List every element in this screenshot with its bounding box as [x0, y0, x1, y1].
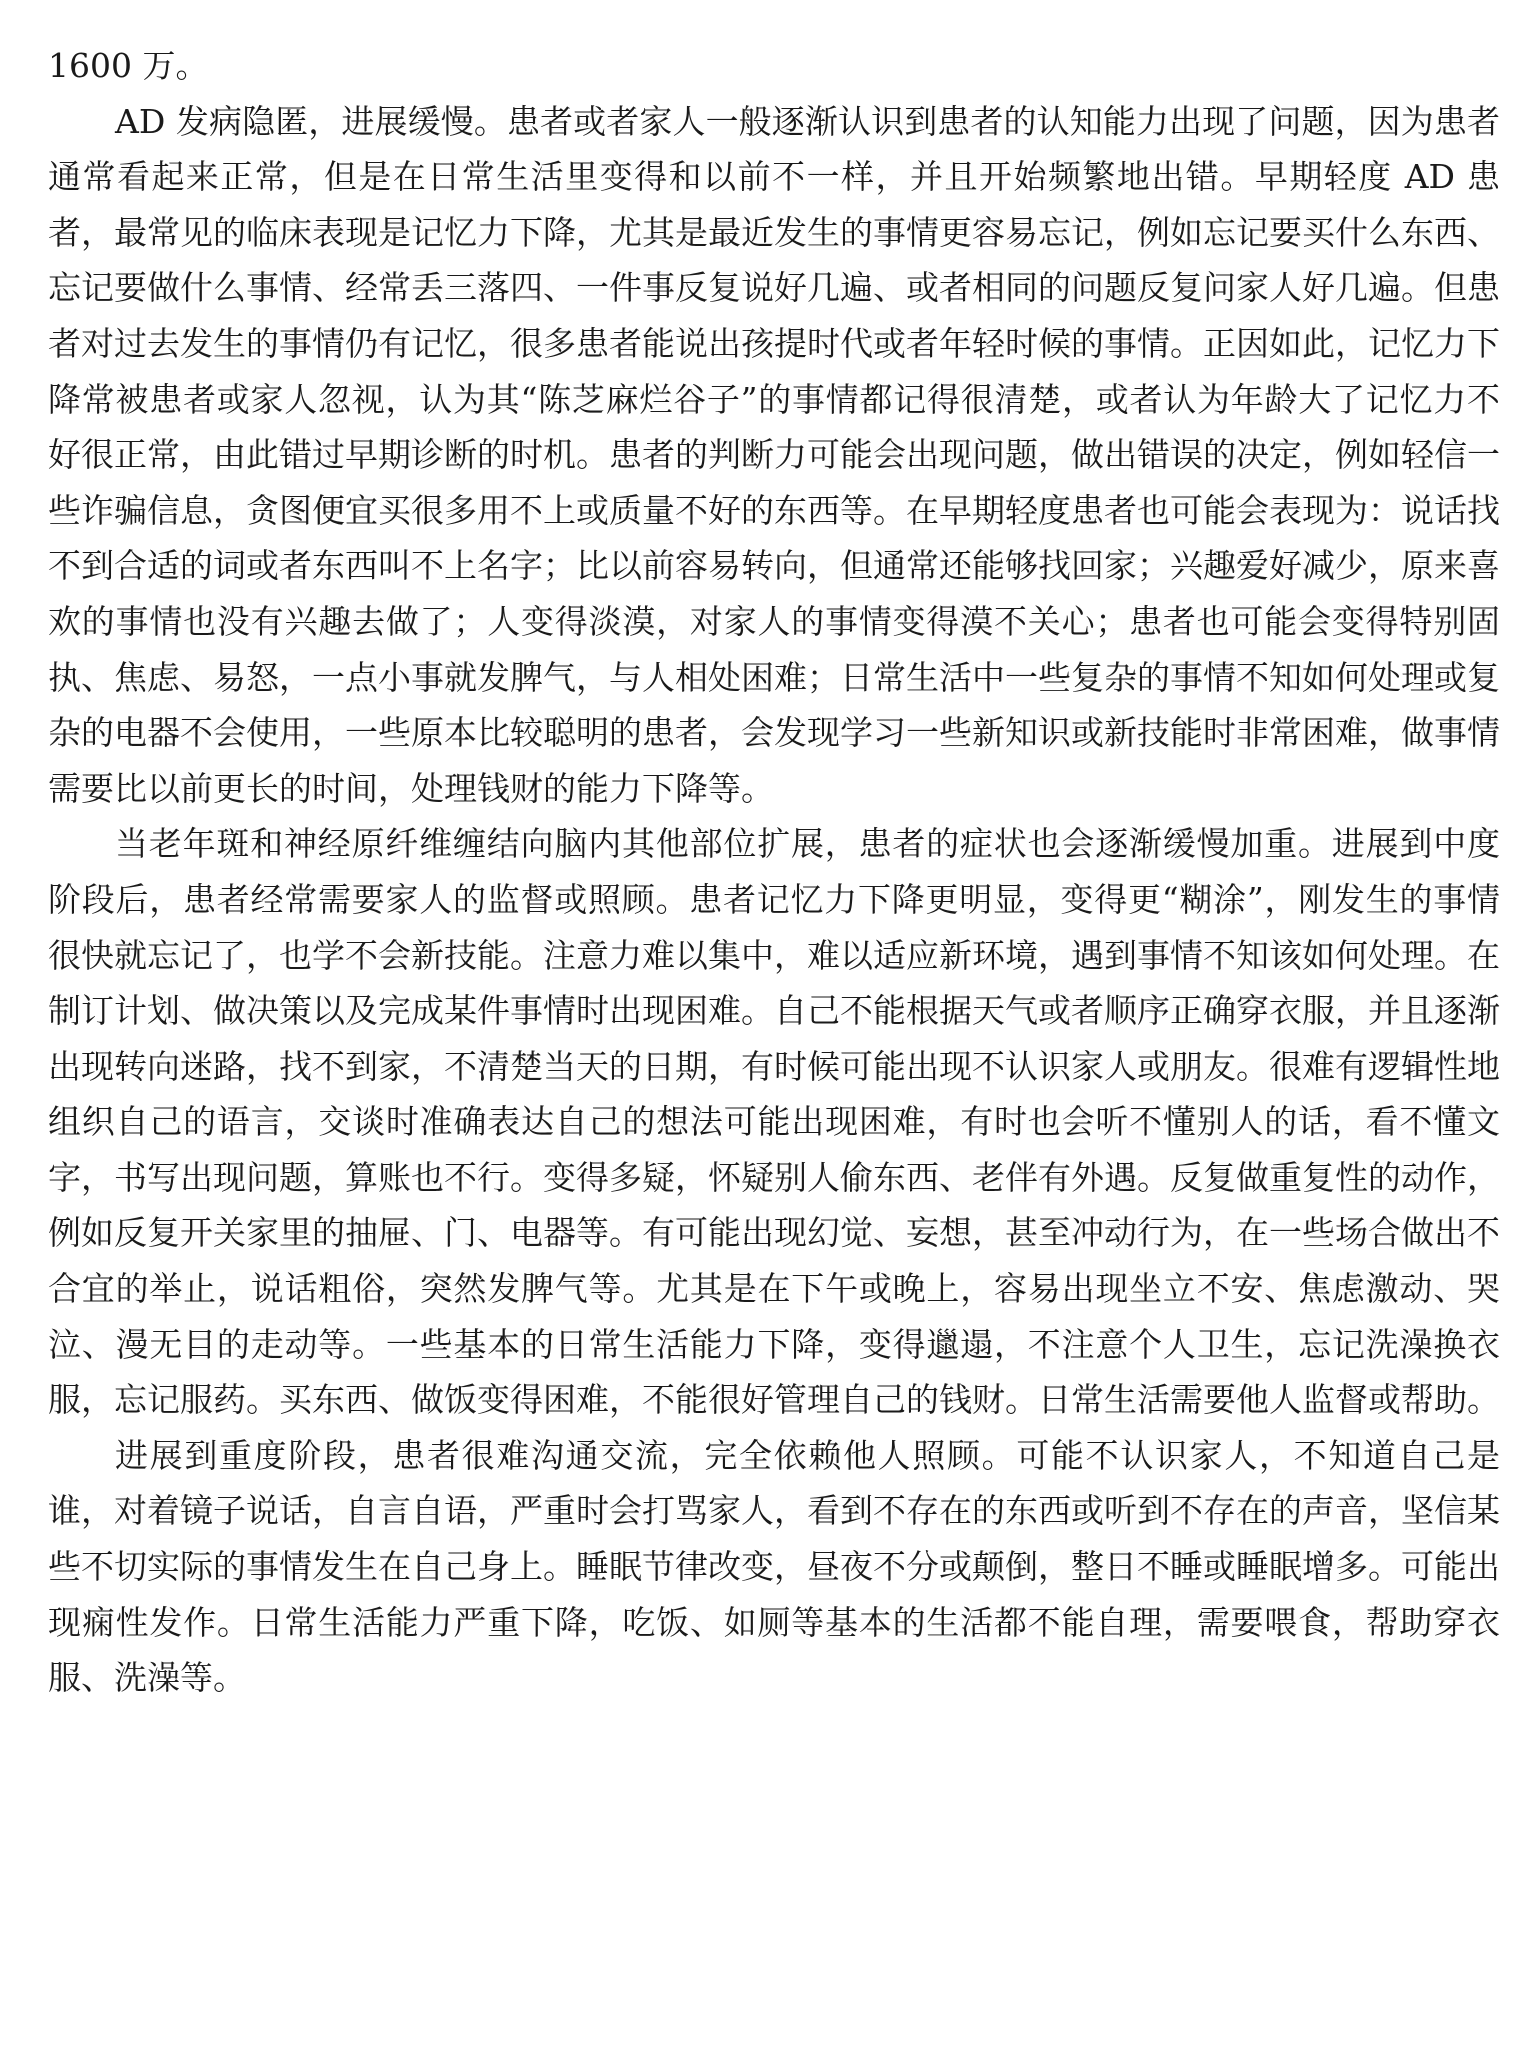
paragraph-severe-stage: 进展到重度阶段，患者很难沟通交流，完全依赖他人照顾。可能不认识家人，不知道自己是谁，对着镜子说话，自言自语，严重时会打骂家人，看到不存在的东西或听到不存在的声音，坚信某些不切实际的事情发生在自己身上。睡眠节律改变，昼夜不分或颠倒，整日不睡或睡眠增多。可能出现痫性发作。日常生活能力严重下降，吃饭、如厕等基本的生活都不能自理，需要喂食，帮助穿衣服、洗澡等。: [48, 1435, 1500, 1698]
paragraph-continuation: 1600 万。: [48, 46, 209, 85]
document-page: [48, 38, 1500, 1706]
paragraph-moderate-stage: 当老年斑和神经原纤维缠结向脑内其他部位扩展，患者的症状也会逐渐缓慢加重。进展到中度阶段后，患者经常需要家人的监督或照顾。患者记忆力下降更明显，变得更“糊涂”，刚发生的事情很快就忘记了，也学不会新技能。注意力难以集中，难以适应新环境，遇到事情不知该如何处理。在制订计划、做决策以及完成某件事情时出现困难。自己不能根据天气或者顺序正确穿衣服，并且逐渐出现转向迷路，找不到家，不清楚当天的日期，有时候可能出现不认识家人或朋友。很难有逻辑性地组织自己的语言，交谈时准确表达自己的想法可能出现困难，有时也会听不懂别人的话，看不懂文字，书写出现问题，算账也不行。变得多疑，怀疑别人偷东西、老伴有外遇。反复做重复性的动作，例如反复开关家里的抽屉、门、电器等。有可能出现幻觉、妄想，甚至冲动行为，在一些场合做出不合宜的举止，说话粗俗，突然发脾气等。尤其是在下午或晚上，容易出现坐立不安、焦虑激动、哭泣、漫无目的走动等。一些基本的日常生活能力下降，变得邋遢，不注意个人卫生，忘记洗澡换衣服，忘记服药。买东西、做饭变得困难，不能很好管理自己的钱财。日常生活需要他人监督或帮助。: [48, 824, 1500, 1420]
paragraph-early-stage: AD 发病隐匿，进展缓慢。患者或者家人一般逐渐认识到患者的认知能力出现了问题，因为患者通常看起来正常，但是在日常生活里变得和以前不一样，并且开始频繁地出错。早期轻度 AD 患者，最常见的临床表现是记忆力下降，尤其是最近发生的事情更容易忘记，例如忘记要买什么东西、忘记要做什么事情、经常丢三落四、一件事反复说好几遍、或者相同的问题反复问家人好几遍。但患者对过去发生的事情仍有记忆，很多患者能说出孩提时代或者年轻时候的事情。正因如此，记忆力下降常被患者或家人忽视，认为其“陈芝麻烂谷子”的事情都记得很清楚，或者认为年龄大了记忆力不好很正常，由此错过早期诊断的时机。患者的判断力可能会出现问题，做出错误的决定，例如轻信一些诈骗信息，贪图便宜买很多用不上或质量不好的东西等。在早期轻度患者也可能会表现为：说话找不到合适的词或者东西叫不上名字；比以前容易转向，但通常还能够找回家；兴趣爱好减少，原来喜欢的事情也没有兴趣去做了；人变得淡漠，对家人的事情变得漠不关心；患者也可能会变得特别固执、焦虑、易怒，一点小事就发脾气，与人相处困难；日常生活中一些复杂的事情不知如何处理或复杂的电器不会使用，一些原本比较聪明的患者，会发现学习一些新知识或新技能时非常困难，做事情需要比以前更长的时间，处理钱财的能力下降等。: [48, 101, 1500, 808]
